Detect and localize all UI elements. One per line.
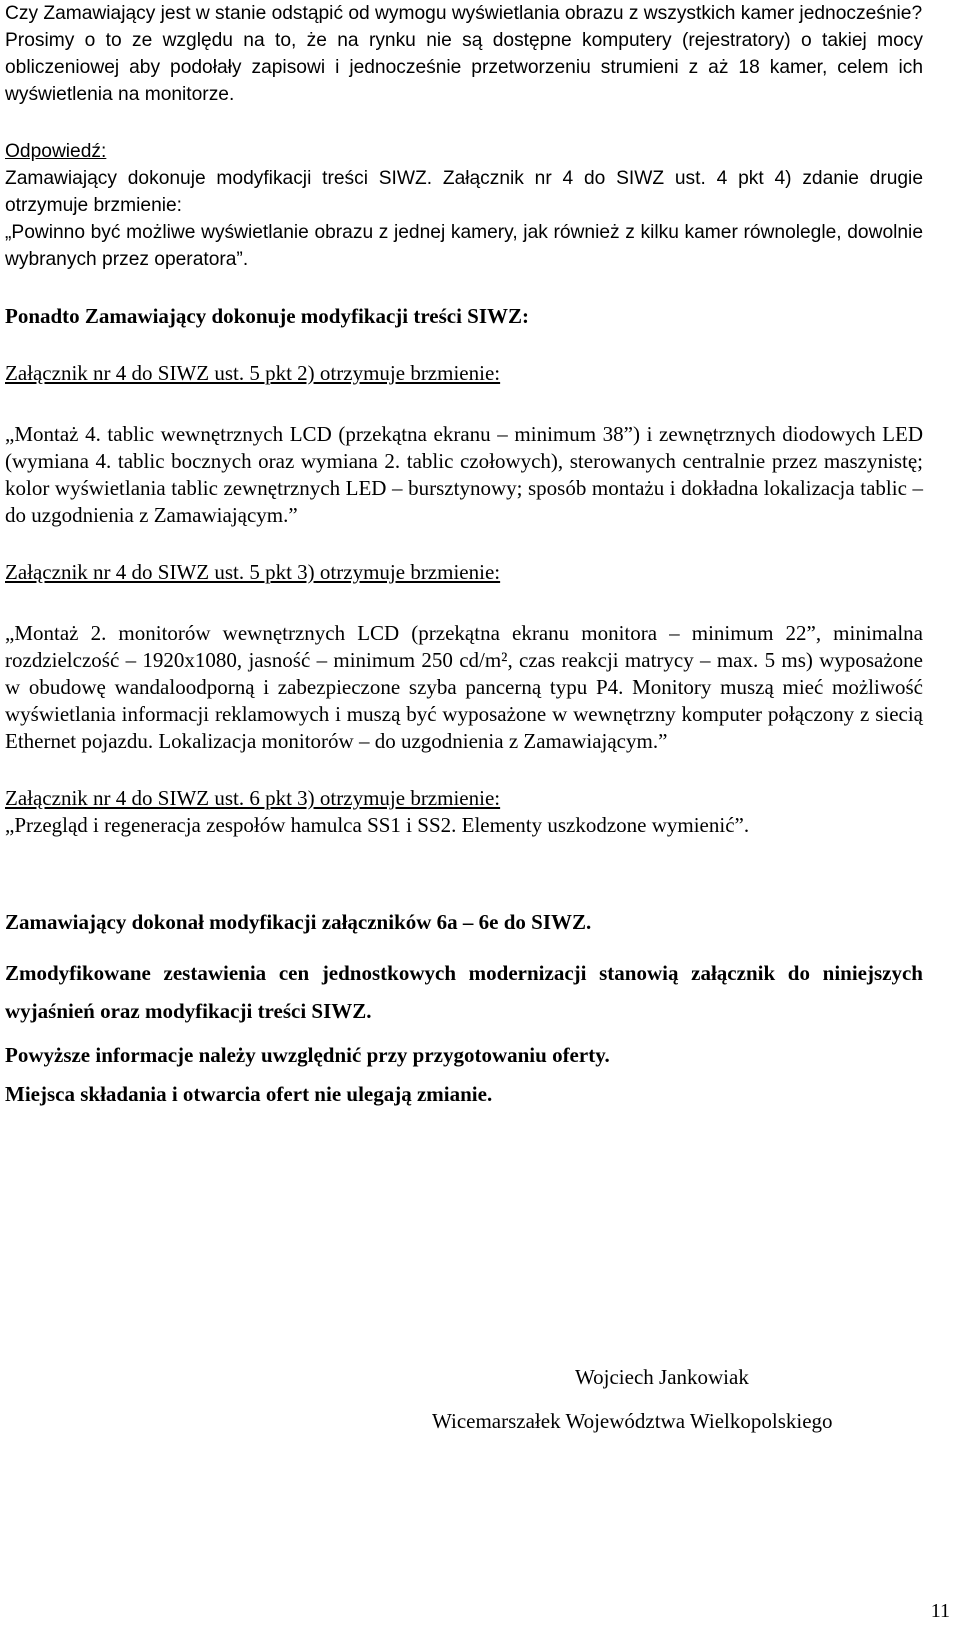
modification-2-text: „Montaż 2. monitorów wewnętrznych LCD (przekątna ekranu monitora – minimum 22”, minimalna rozdzielczość – 1920x1080, jasność – minimum 250 cd/m², czas reakcji matrycy – max. 5 ms) wyposażone w obudowę wandaloodporną i zabezpieczone szyba pancerną typu P4. Monitory muszą mieć możliwość wyświetlania informacji reklamowych i muszą być wyposażone w wewnętrzny komputer połączony z siecią Ethernet pojazdu. Lokalizacja monitorów – do uzgodnienia z Zamawiającym.”: [5, 621, 923, 753]
answer-quote: „Powinno być możliwe wyświetlanie obrazu z jednej kamery, jak również z kilku kamer równolegle, dowolnie wybranych przez operatora”.: [5, 222, 923, 270]
closing-attachments-note: Zamawiający dokonał modyfikacji załączników 6a – 6e do SIWZ.: [5, 910, 592, 934]
answer-text: Zamawiający dokonuje modyfikacji treści SIWZ. Załącznik nr 4 do SIWZ ust. 4 pkt 4) zdanie drugie otrzymuje brzmienie:: [5, 168, 923, 216]
question-text: Czy Zamawiający jest w stanie odstąpić od wymogu wyświetlania obrazu z wszystkich kamer jednocześnie?: [5, 3, 923, 24]
document-page: [5, 0, 923, 1108]
modification-1-reference: Załącznik nr 4 do SIWZ ust. 5 pkt 2) otrzymuje brzmienie:: [5, 361, 501, 385]
modification-2-reference: Załącznik nr 4 do SIWZ ust. 5 pkt 3) otrzymuje brzmienie:: [5, 560, 501, 584]
question-justification: Prosimy o to ze względu na to, że na rynku nie są dostępne komputery (rejestratory) o takiej mocy obliczeniowej aby podołały zapisowi i jednocześnie przetworzeniu strumieni z aż 18 kamer, celem ich wyświetlenia na monitorze.: [5, 30, 923, 105]
modification-3-reference: Załącznik nr 4 do SIWZ ust. 6 pkt 3) otrzymuje brzmienie:: [5, 786, 501, 810]
signature-title: Wicemarszałek Województwa Wielkopolskiego: [432, 1409, 833, 1433]
modification-3-text: „Przegląd i regeneracja zespołów hamulca SS1 i SS2. Elementy uszkodzone wymienić”.: [5, 813, 750, 837]
signature-name: Wojciech Jankowiak: [575, 1365, 749, 1389]
closing-offer-note: Powyższe informacje należy uwzględnić przy przygotowaniu oferty.: [5, 1043, 610, 1067]
closing-location-note: Miejsca składania i otwarcia ofert nie ulegają zmianie.: [5, 1082, 493, 1106]
modification-1-text: „Montaż 4. tablic wewnętrznych LCD (przekątna ekranu – minimum 38”) i zewnętrznych diodowych LED (wymiana 4. tablic bocznych oraz wymiana 2. tablic czołowych), sterowanych centralnie przez maszynistę; kolor wyświetlania tablic zewnętrznych LED – bursztynowy; sposób montażu i dokładna lokalizacja tablic – do uzgodnienia z Zamawiającym.”: [5, 422, 923, 527]
closing-price-sheet-note: Zmodyfikowane zestawienia cen jednostkowych modernizacji stanowią załącznik do niniejszych wyjaśnień oraz modyfikacji treści SIWZ.: [5, 961, 923, 1023]
modifications-heading: Ponadto Zamawiający dokonuje modyfikacji treści SIWZ:: [5, 304, 530, 328]
page-number: 11: [930, 1600, 950, 1622]
answer-heading: Odpowiedź:: [5, 141, 107, 162]
